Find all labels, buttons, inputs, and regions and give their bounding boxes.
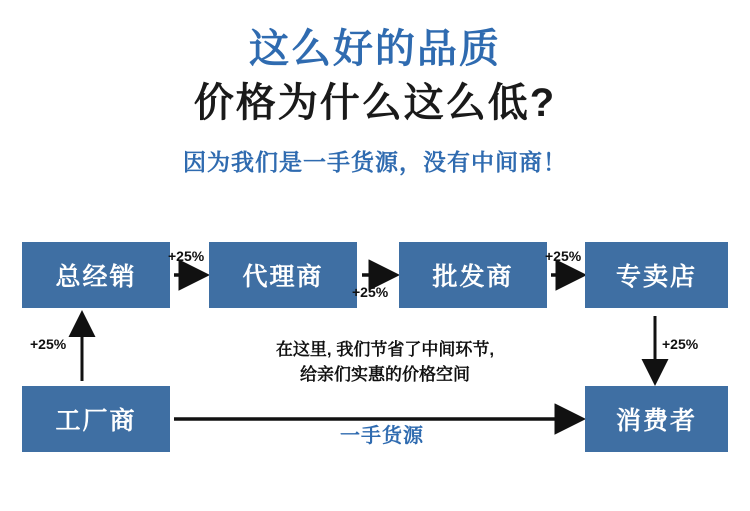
headline-block: [0, 0, 750, 177]
markup-store-to-consumer: +25%: [662, 336, 699, 352]
direct-source-label: 一手货源: [340, 425, 424, 447]
node-agent: 代理商: [209, 242, 357, 308]
headline-line-3: 因为我们是一手货源，没有中间商！: [183, 149, 567, 175]
supply-chain-diagram: [0, 226, 750, 511]
node-consumer: 消费者: [585, 386, 728, 452]
saving-note-line-2: 给亲们实惠的价格空间: [300, 364, 470, 384]
markup-agent-to-wholesaler: +25%: [352, 284, 389, 300]
markup-wholesaler-to-store: +25%: [545, 248, 582, 264]
headline-line-1: 这么好的品质: [249, 27, 501, 71]
node-general-distributor: 总经销: [22, 242, 170, 308]
node-factory: 工厂商: [22, 386, 170, 452]
node-wholesaler: 批发商: [399, 242, 547, 308]
saving-note: [200, 338, 570, 387]
markup-distributor-to-agent: +25%: [168, 248, 205, 264]
markup-factory-to-distributor: +25%: [30, 336, 67, 352]
saving-note-line-1: 在这里, 我们节省了中间环节,: [275, 340, 495, 359]
headline-line-2: 价格为什么这么低?: [193, 81, 557, 125]
node-exclusive-store: 专卖店: [585, 242, 728, 308]
